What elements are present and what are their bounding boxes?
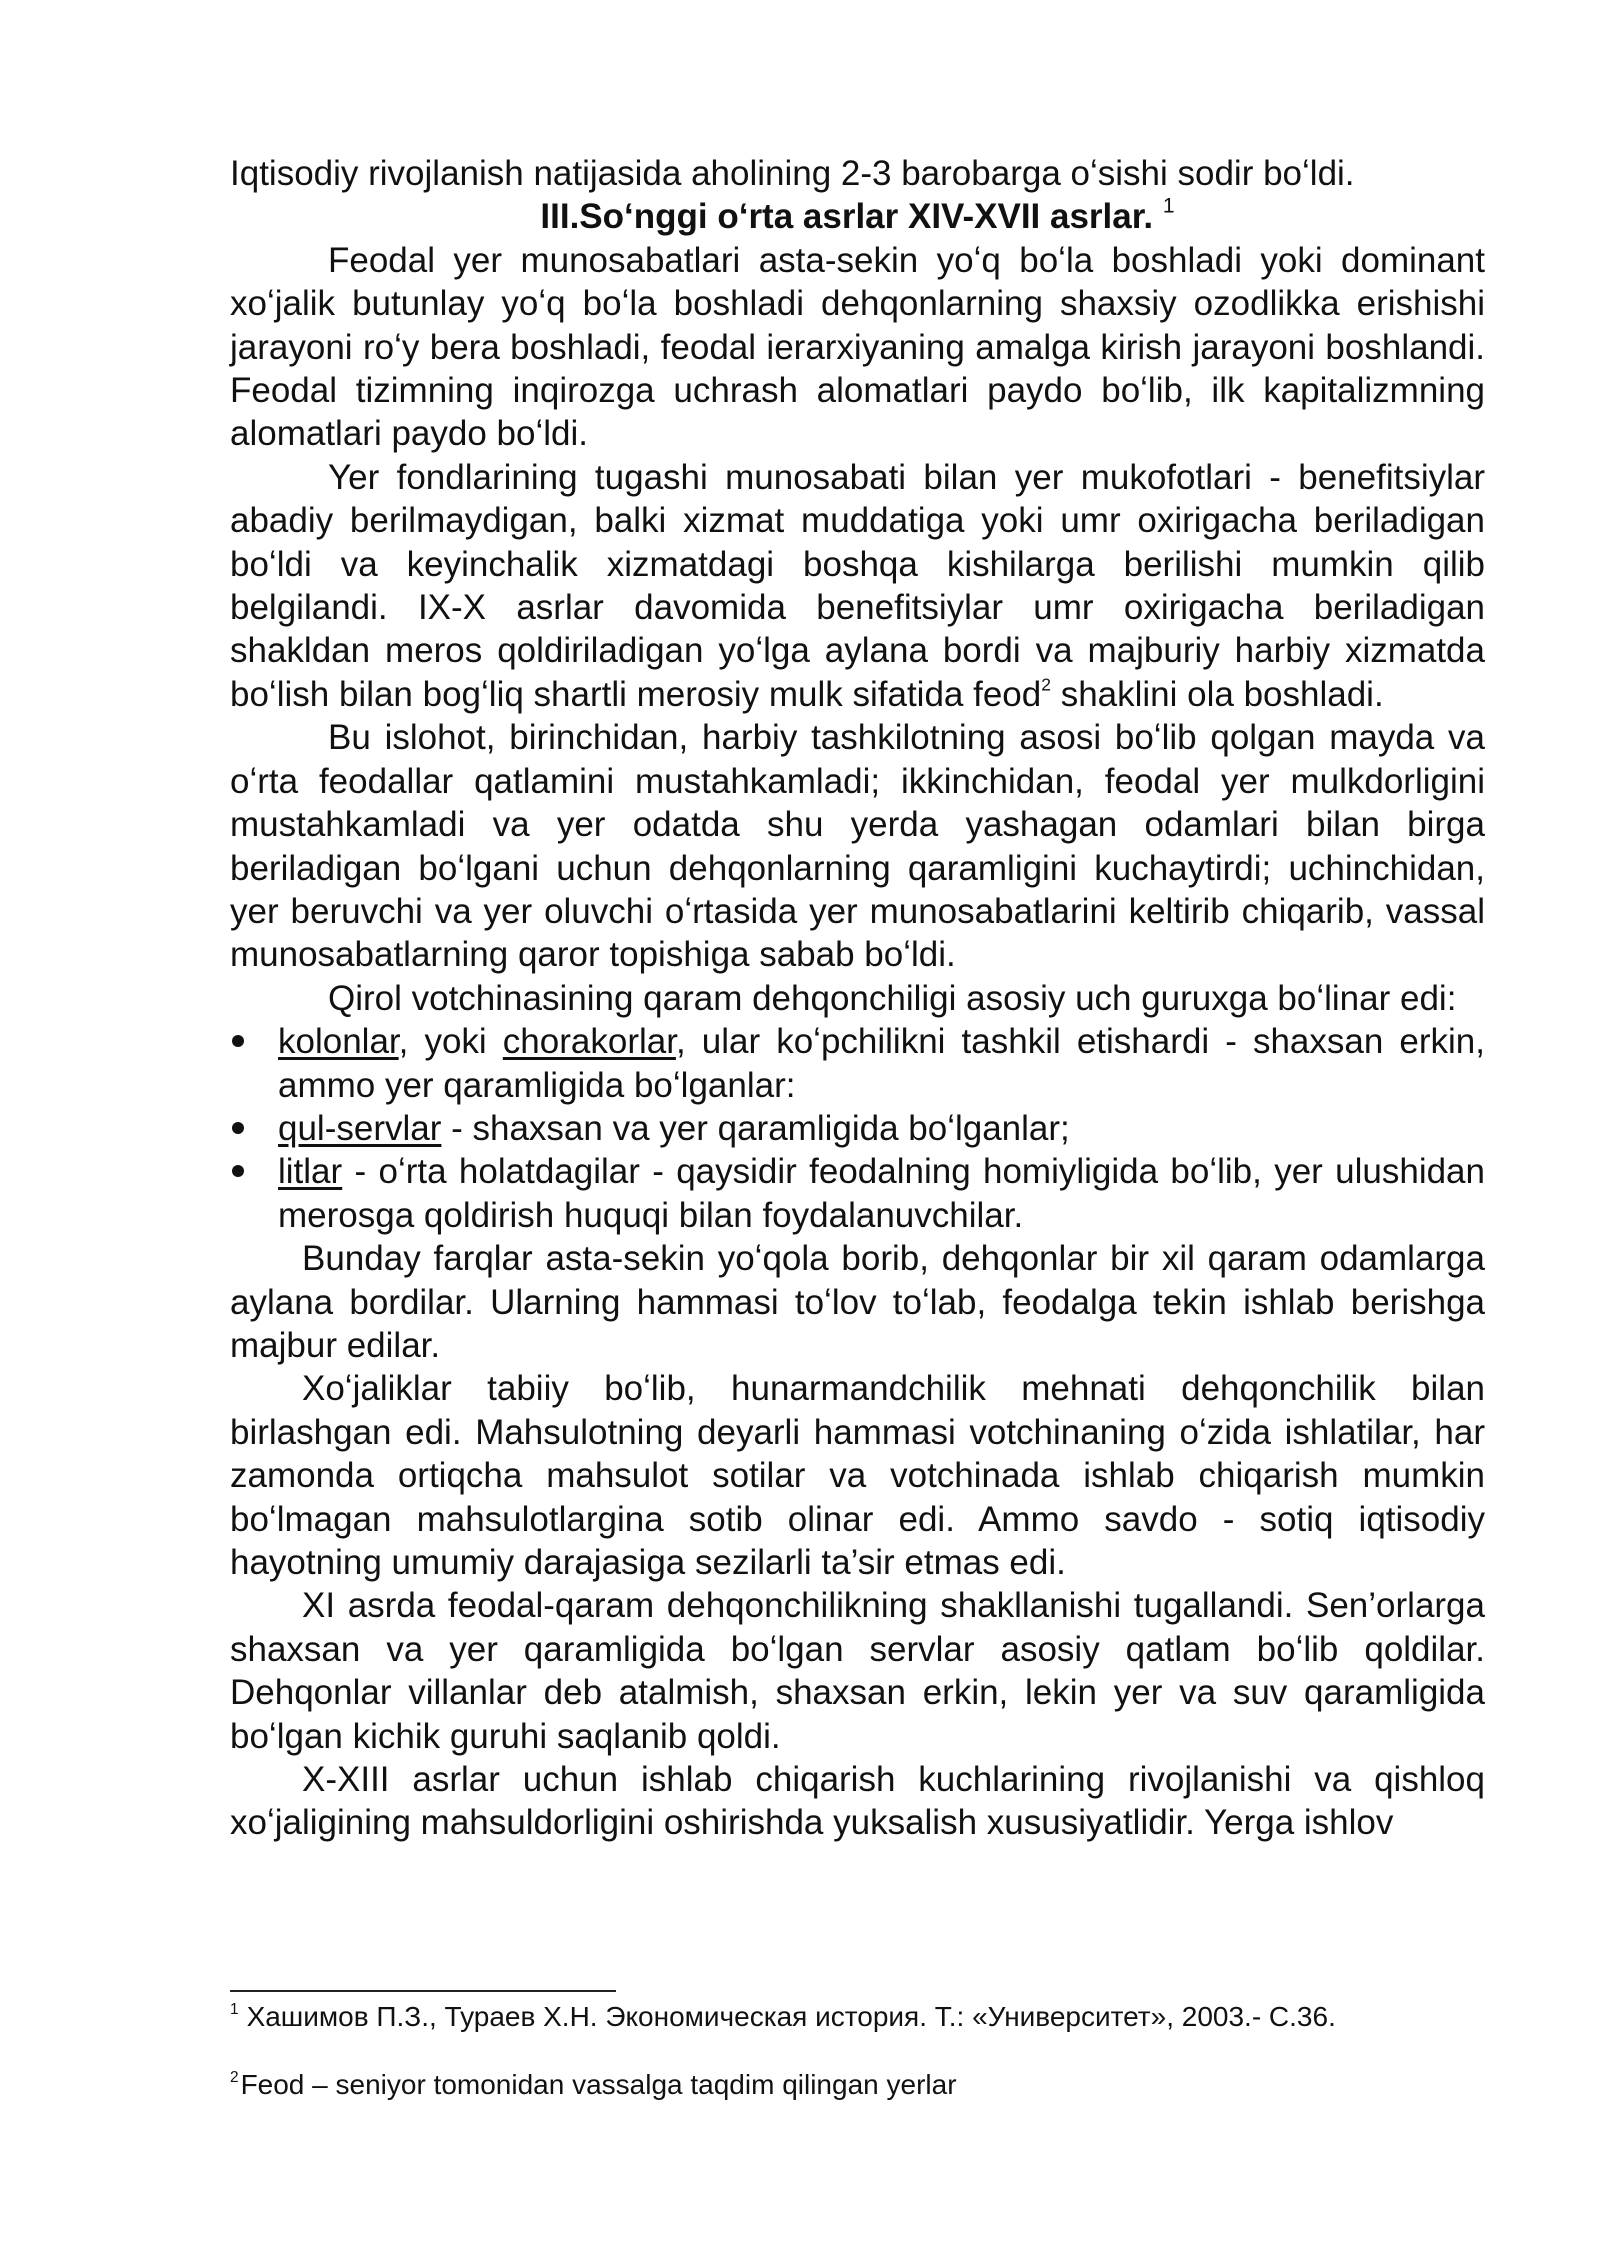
term-qul-servlar: qul-servlar bbox=[278, 1108, 442, 1148]
paragraph-5: Bunday farqlar asta-sekin yoʻqola borib, dehqonlar bir xil qaram odamlarga aylana bordilar. Ularning hammasi toʻlov toʻlab, feodalga tekin ishlab berishga majbur edilar. bbox=[230, 1239, 1485, 1365]
paragraph-2-tail: shaklini ola boshladi. bbox=[1050, 674, 1384, 714]
paragraph-1: Feodal yer munosabatlari asta-sekin yoʻq boʻla boshladi yoki dominant xoʻjalik butunlay yoʻq boʻla boshladi dehqonlarning shaxsiy ozodlikka erishishi jarayoni roʻy bera boshladi, feodal ierarxiyaning amalga kirish jarayoni boshlandi. Feodal tizimning inqirozga uchrash alomatlari paydo boʻlib, ilk kapitalizmning alomatlari paydo boʻldi. bbox=[230, 240, 1485, 454]
list-item-text: , ular koʻpchilikni tashkil etishardi - shaxsan erkin, ammo yer qaramligida boʻlganlar: bbox=[278, 1022, 1485, 1105]
footnote-number: 1 bbox=[230, 2000, 239, 2018]
list-item bbox=[230, 1107, 1485, 1150]
paragraph-6: Xoʻjaliklar tabiiy boʻlib, hunarmandchilik mehnati dehqonchilik bilan birlashgan edi. Mahsulotning deyarli hammasi votchinaning oʻzida ishlatilar, har zamonda ortiqcha mahsulot sotilar va votchinada ishlab chiqarish mumkin boʻlmagan mahsulotlargina sotib olinar edi. Ammo savdo - sotiq iqtisodiy hayotning umumiy darajasiga sezilarli ta’sir etmas edi. bbox=[230, 1369, 1485, 1582]
list-item bbox=[230, 1020, 1485, 1107]
footnote-divider bbox=[230, 1990, 616, 1992]
paragraph-8: X-XIII asrlar uchun ishlab chiqarish kuchlarining rivojlanishi va qishloq xoʻjaligining mahsuldorligini oshirishda yuksalish xususiyatlidir. Yerga ishlov bbox=[230, 1760, 1485, 1843]
page-body bbox=[230, 152, 1485, 1845]
list-item-text: - shaxsan va yer qaramligida boʻlganlar; bbox=[441, 1108, 1070, 1148]
bullet-list bbox=[230, 1020, 1485, 1237]
footnote-ref-2[interactable]: 2 bbox=[1041, 674, 1051, 695]
paragraph-3: Bu islohot, birinchidan, harbiy tashkilotning asosi boʻlib qolgan mayda va oʻrta feodallar qatlamini mustahkamladi; ikkinchidan, feodal yer mulkdorligini mustahkamladi va yer odatda shu yerda yashagan odamlari bilan birga beriladigan boʻlgani uchun dehqonlarning qaramligini kuchaytirdi; uchinchidan, yer beruvchi va yer oluvchi oʻrtasida yer munosabatlarini keltirib chiqarib, vassal munosabatlarning qaror topishiga sabab boʻldi. bbox=[230, 718, 1485, 975]
footnote-ref-1[interactable]: 1 bbox=[1162, 194, 1175, 218]
footnote-1 bbox=[230, 2000, 1485, 2034]
term-chorakorlar: chorakorlar bbox=[502, 1022, 676, 1062]
section-heading-text: III.Soʻnggi oʻrta asrlar XIV-XVII asrlar. bbox=[540, 197, 1154, 237]
list-item bbox=[230, 1150, 1485, 1237]
footnote-text: Feod – seniyor tomonidan vassalga taqdim qilingan yerlar bbox=[240, 2069, 957, 2100]
footnote-text: Хашимов П.З., Тураев Х.Н. Экономическая история. Т.: «Университет», 2003.- С.36. bbox=[246, 2001, 1336, 2032]
list-item-mid: , yoki bbox=[398, 1022, 503, 1062]
term-kolonlar: kolonlar bbox=[278, 1022, 399, 1062]
paragraph-7: XI asrda feodal-qaram dehqonchilikning shakllanishi tugallandi. Sen’orlarga shaxsan va yer qaramligida boʻlgan servlar asosiy qatlam boʻlib qoldilar. Dehqonlar villanlar deb atalmish, shaxsan erkin, lekin yer va suv qaramligida boʻlgan kichik guruhi saqlanib qoldi. bbox=[230, 1586, 1485, 1756]
term-litlar: litlar bbox=[278, 1152, 343, 1192]
intro-line: Iqtisodiy rivojlanish natijasida aholining 2-3 barobarga oʻsishi sodir boʻldi. bbox=[230, 154, 1355, 193]
bullet-icon bbox=[232, 1165, 244, 1177]
paragraph-4: Qirol votchinasining qaram dehqonchiligi asosiy uch guruxga boʻlinar edi: bbox=[328, 978, 1457, 1018]
section-heading bbox=[230, 195, 1485, 238]
paragraph-2 bbox=[230, 456, 1485, 716]
paragraph-2-text: Yer fondlarining tugashi munosabati bilan yer mukofotlari - benefitsiylar abadiy berilmaydigan, balki xizmat muddatiga yoki umr oxirigacha beriladigan boʻldi va keyinchalik xizmatdagi boshqa kishilarga berilishi mumkin qilib belgilandi. IX-X asrlar davomida benefitsiylar umr oxirigacha beriladigan shakldan meros qoldiriladigan yoʻlga aylana bordi va majburiy harbiy xizmatda boʻlish bilan bogʻliq shartli merosiy mulk sifatida feod bbox=[230, 457, 1485, 714]
bullet-icon bbox=[232, 1035, 244, 1047]
footnote-number: 2 bbox=[230, 2068, 239, 2086]
bullet-icon bbox=[232, 1122, 244, 1134]
footnote-2 bbox=[230, 2068, 1485, 2102]
list-item-text: - oʻrta holatdagilar - qaysidir feodalning homiyligida boʻlib, yer ulushidan merosga qoldirish huquqi bilan foydalanuvchilar. bbox=[278, 1152, 1485, 1235]
